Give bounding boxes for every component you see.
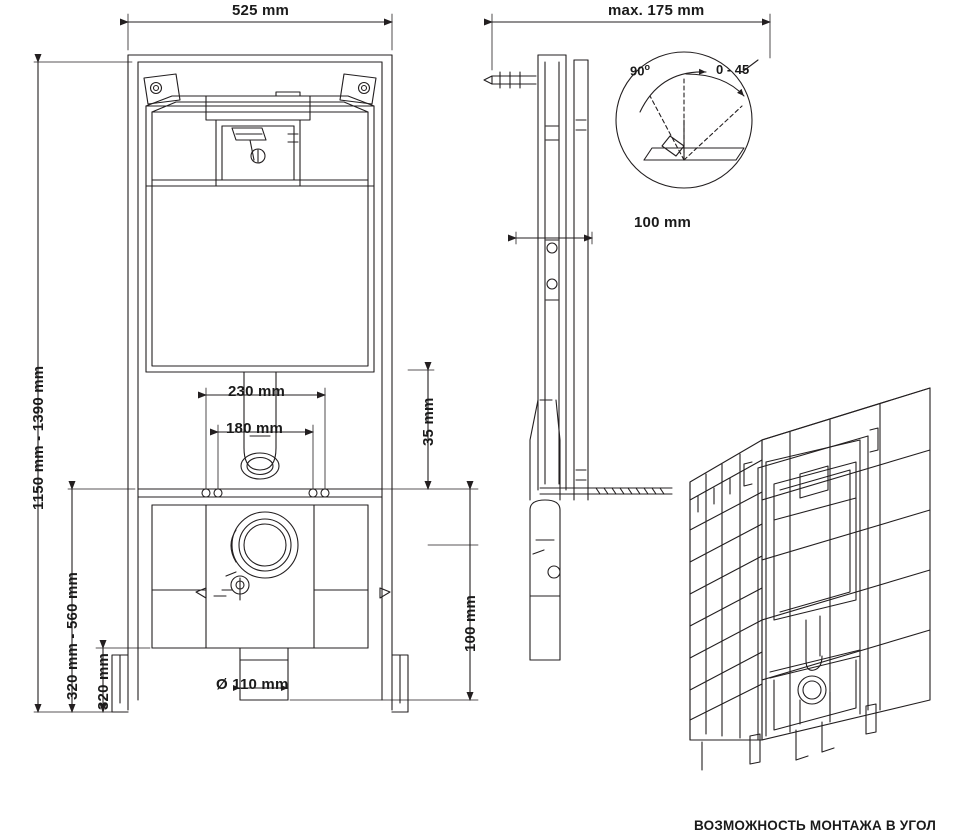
corner-mount-caption: ВОЗМОЖНОСТЬ МОНТАЖА В УГОЛ [694, 818, 937, 833]
front-width-dimension: 525 mm [232, 2, 290, 19]
angle-90-label: 90$^o$ [630, 62, 650, 79]
front-mount-height-dimension: 320 mm - 560 mm [64, 571, 81, 700]
side-bracket-dimension: 100 mm [634, 214, 692, 231]
offset-35-dimension: 35 mm [420, 397, 437, 446]
angle-range-label: 0 - 45 [716, 62, 750, 77]
inlet-spacing-dimension: 230 mm [228, 383, 286, 400]
front-bottom-height-dimension: 320 mm [95, 652, 112, 710]
side-depth-dimension: max. 175 mm [608, 2, 705, 19]
drain-diameter-dimension: Ø 110 mm [216, 676, 289, 693]
lower-offset-100-dimension: 100 mm [462, 594, 479, 652]
inlet-spacing-inner-dimension: 180 mm [226, 420, 284, 437]
front-total-height-dimension: 1150 mm - 1390 mm [30, 365, 47, 510]
